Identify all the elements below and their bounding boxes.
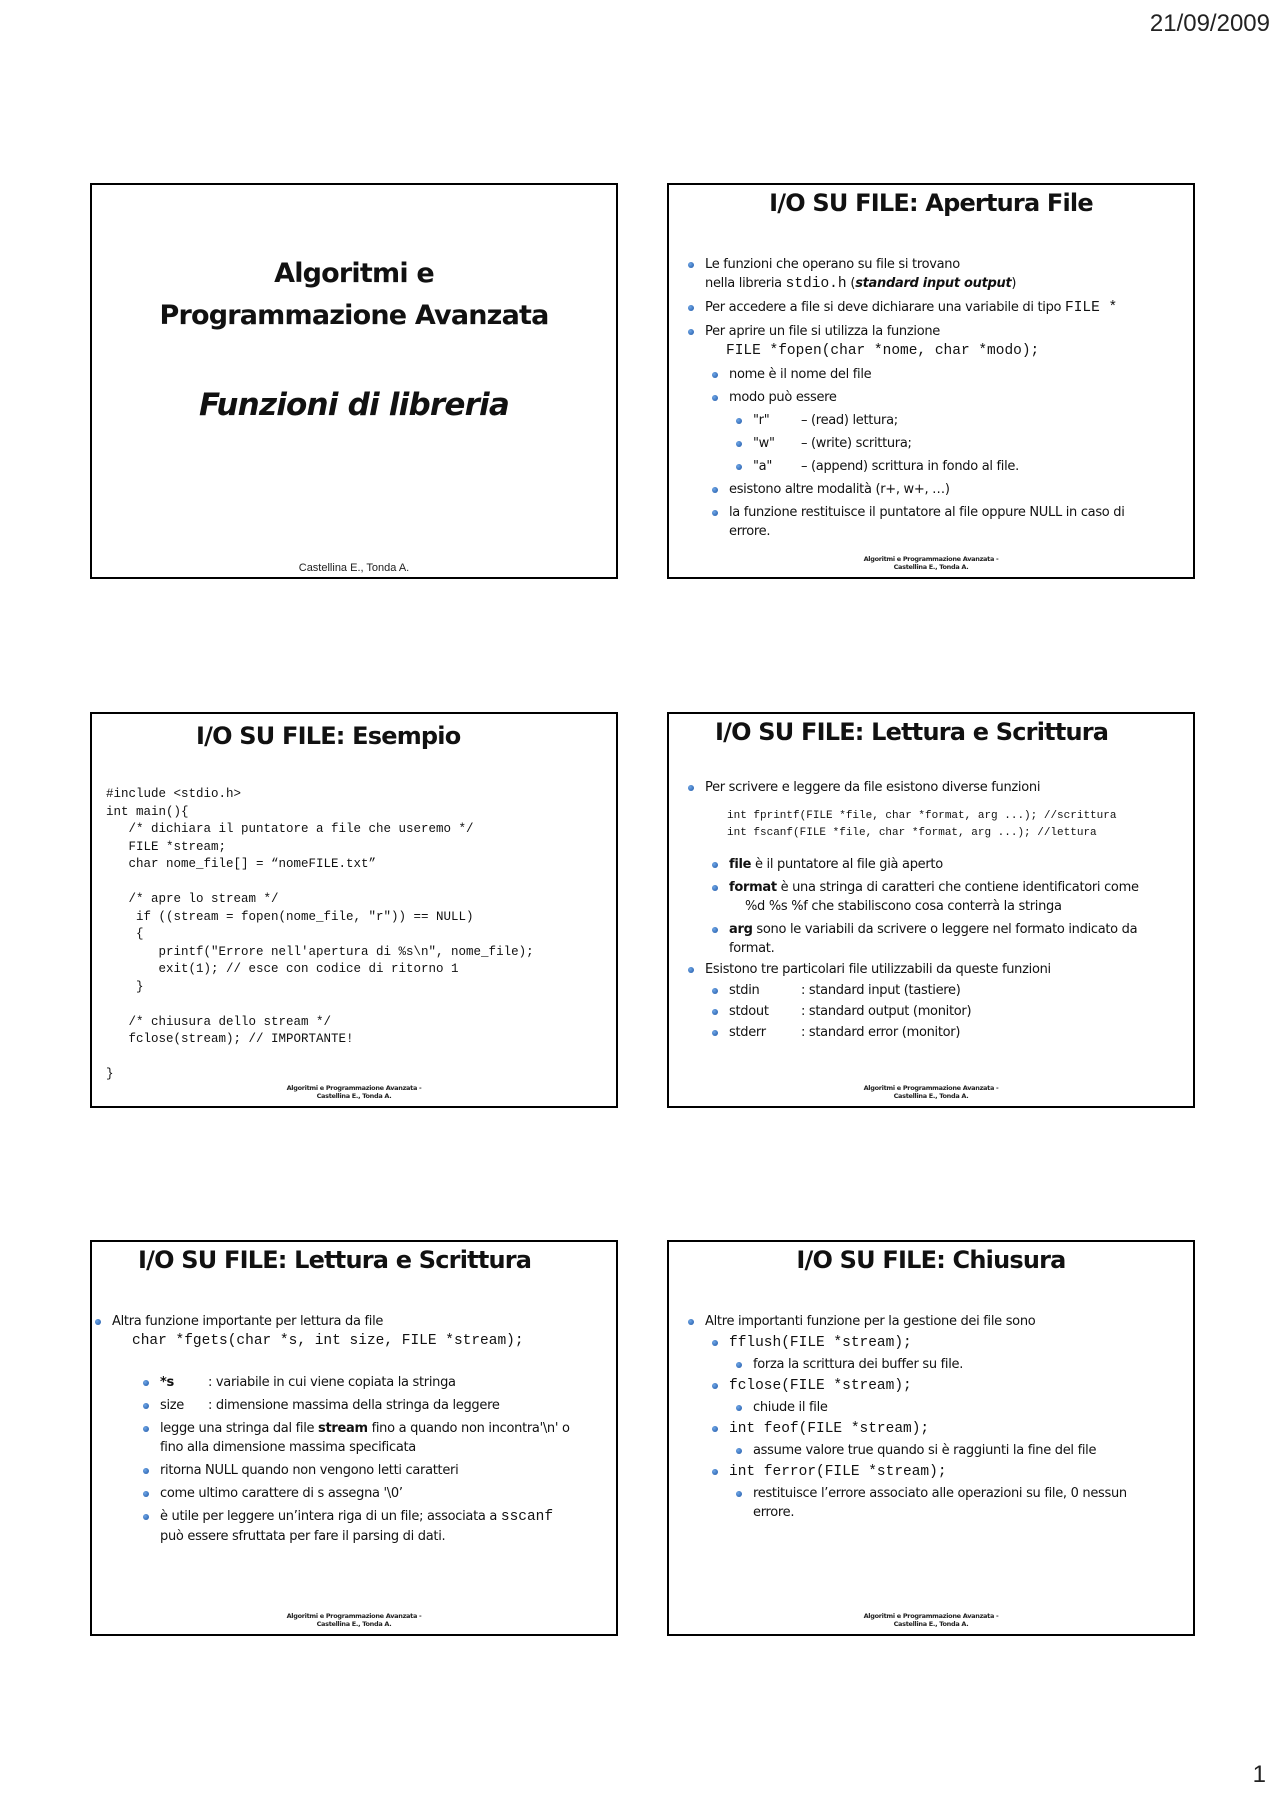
bullet-icon [143, 1426, 149, 1432]
slide-apertura-file [667, 183, 1195, 579]
std-stream-item: stdout : standard output (monitor) [669, 1002, 1139, 1021]
bullet-icon [712, 862, 718, 868]
code-line: if ((stream = fopen(nome_file, "r")) == NULL) [106, 909, 474, 924]
slide-fgets [90, 1240, 618, 1636]
function-desc: assume valore true quando si è raggiunti la fine del file [669, 1441, 1127, 1460]
function-desc: forza la scrittura dei buffer su file. [669, 1355, 1127, 1374]
code-line: } [106, 979, 144, 994]
mode-item: "w" – (write) scrittura; [669, 434, 1125, 453]
bullet-icon [143, 1403, 149, 1409]
bullet-icon [712, 988, 718, 994]
code-line: FILE *stream; [106, 839, 227, 854]
code-line: { [106, 927, 144, 941]
bullet-icon [712, 1383, 718, 1389]
slide-footer: Algoritmi e Programmazione Avanzata - Castellina E., Tonda A. [286, 1084, 422, 1100]
bullet-icon [736, 1448, 742, 1454]
list-item-continuation: fino alla dimensione massima specificata [160, 1440, 416, 1455]
function-item: int feof(FILE *stream); [669, 1419, 1127, 1439]
bullet-icon [688, 329, 694, 335]
list-item: la funzione restituisce il puntatore al file oppure NULL in caso di [669, 503, 1125, 522]
function-desc-continuation: errore. [753, 1505, 795, 1520]
list-item: ritorna NULL quando non vengono letti caratteri [76, 1461, 570, 1480]
function-desc: chiude il file [669, 1398, 1127, 1417]
slide-title-page [90, 183, 618, 579]
mode-item: "a" – (append) scrittura in fondo al file. [669, 457, 1125, 476]
list-item: esistono altre modalità (r+, w+, …) [669, 480, 1125, 499]
list-item: Per aprire un file si utilizza la funzione [669, 322, 1125, 341]
list-item: Per accedere a file si deve dichiarare una variabile di tipo FILE * [669, 298, 1125, 318]
std-stream-item: stdin : standard input (tastiere) [669, 981, 1139, 1000]
course-title-line1: Algoritmi e [274, 258, 434, 289]
code-line: exit(1); // esce con codice di ritorno 1 [106, 962, 459, 976]
slide-body [669, 255, 1125, 541]
bullet-icon [95, 1319, 101, 1325]
bullet-icon [736, 418, 742, 424]
list-item: è utile per leggere un’intera riga di un file; associata a sscanf [76, 1507, 570, 1527]
param-item: *s : variabile in cui viene copiata la stringa [76, 1373, 570, 1392]
slide-footer: Algoritmi e Programmazione Avanzata - Castellina E., Tonda A. [863, 555, 999, 571]
bullet-icon [688, 967, 694, 973]
slide-title: I/O SU FILE: Lettura e Scrittura [715, 718, 1109, 746]
bullet-icon [736, 441, 742, 447]
list-item-continuation: %d %s %f che stabiliscono cosa conterrà la stringa [745, 899, 1062, 914]
code-line: int fprintf(FILE *file, char *format, arg ...); //scrittura [727, 810, 1117, 822]
code-line: } [106, 1067, 114, 1081]
function-desc: restituisce l’errore associato alle operazioni su file, 0 nessun [669, 1484, 1127, 1503]
function-item: fclose(FILE *stream); [669, 1376, 1127, 1396]
slide-lettura-scrittura [667, 712, 1195, 1108]
function-item: fflush(FILE *stream); [669, 1333, 1127, 1353]
bullet-icon [143, 1514, 149, 1520]
bullet-icon [143, 1468, 149, 1474]
fgets-signature: char *fgets(char *s, int size, FILE *stream); [132, 1333, 524, 1349]
list-item-continuation: format. [729, 941, 775, 956]
list-item: legge una stringa dal file stream fino a quando non incontra'\n' o [76, 1419, 570, 1438]
list-item: format è una stringa di caratteri che contiene identificatori come [669, 878, 1139, 897]
lecture-subtitle: Funzioni di libreria [199, 387, 509, 423]
slide-body [669, 778, 1139, 1042]
code-line [106, 996, 534, 1014]
slide-footer: Algoritmi e Programmazione Avanzata - Castellina E., Tonda A. [863, 1612, 999, 1628]
function-item: int ferror(FILE *stream); [669, 1462, 1127, 1482]
list-item: Le funzioni che operano su file si trovano [669, 255, 1125, 274]
list-item-continuation: nella libreria stdio.h (standard input output) [705, 276, 1017, 292]
title-block [92, 253, 616, 423]
bullet-icon [712, 1009, 718, 1015]
slide-title: I/O SU FILE: Chiusura [796, 1246, 1066, 1274]
mode-item: "r" – (read) lettura; [669, 411, 1125, 430]
bullet-icon [712, 510, 718, 516]
list-item: arg sono le variabili da scrivere o leggere nel formato indicato da [669, 920, 1139, 939]
list-item: modo può essere [669, 388, 1125, 407]
list-item-continuation: può essere sfruttata per fare il parsing di dati. [160, 1529, 446, 1544]
bullet-icon [712, 885, 718, 891]
bullet-icon [712, 1030, 718, 1036]
slide-footer: Algoritmi e Programmazione Avanzata - Castellina E., Tonda A. [286, 1612, 422, 1628]
slide-footer: Algoritmi e Programmazione Avanzata - Castellina E., Tonda A. [863, 1084, 999, 1100]
code-line [106, 1049, 534, 1067]
page-date: 21/09/2009 [1149, 10, 1270, 37]
param-item: size : dimensione massima della stringa da leggere [76, 1396, 570, 1415]
code-line: /* apre lo stream */ [106, 892, 279, 906]
bullet-icon [712, 927, 718, 933]
bullet-icon [736, 1405, 742, 1411]
slide-title: I/O SU FILE: Apertura File [769, 189, 1093, 217]
list-item: come ultimo carattere di s assegna '\0’ [76, 1484, 570, 1503]
slide-body [669, 1312, 1127, 1522]
code-line: int main(){ [106, 804, 189, 819]
list-item: Altre importanti funzione per la gestione dei file sono [669, 1312, 1127, 1331]
code-line: fclose(stream); // IMPORTANTE! [106, 1032, 354, 1046]
list-item: Esistono tre particolari file utilizzabili da queste funzioni [669, 960, 1139, 979]
authors: Castellina E., Tonda A. [298, 562, 410, 574]
page-number: 1 [1252, 1761, 1266, 1788]
list-item: file è il puntatore al file già aperto [669, 855, 1139, 874]
bullet-icon [712, 372, 718, 378]
list-item: nome è il nome del file [669, 365, 1125, 384]
code-block [106, 786, 534, 1084]
fopen-signature: FILE *fopen(char *nome, char *modo); [726, 343, 1040, 359]
code-line: char nome_file[] = “nomeFILE.txt” [106, 857, 377, 871]
bullet-icon [143, 1491, 149, 1497]
bullet-icon [736, 1491, 742, 1497]
bullet-icon [712, 1469, 718, 1475]
bullet-icon [712, 395, 718, 401]
bullet-icon [712, 1426, 718, 1432]
bullet-icon [736, 1362, 742, 1368]
code-line: printf("Errore nell'apertura di %s\n", nome_file); [106, 944, 534, 959]
bullet-icon [712, 487, 718, 493]
bullet-icon [736, 464, 742, 470]
slide-title: I/O SU FILE: Esempio [196, 722, 461, 750]
bullet-icon [712, 1340, 718, 1346]
slide-esempio [90, 712, 618, 1108]
slide-title: I/O SU FILE: Lettura e Scrittura [138, 1246, 532, 1274]
slide-body [76, 1312, 570, 1546]
code-line: /* chiusura dello stream */ [106, 1014, 332, 1029]
bullet-icon [688, 262, 694, 268]
code-line: int fscanf(FILE *file, char *format, arg ...); //lettura [727, 827, 1097, 839]
code-line [106, 874, 534, 892]
bullet-icon [688, 785, 694, 791]
code-line: #include <stdio.h> [106, 787, 242, 801]
bullet-icon [688, 305, 694, 311]
list-item: Altra funzione importante per lettura da file [76, 1312, 570, 1331]
course-title-line2: Programmazione Avanzata [159, 300, 549, 331]
bullet-icon [688, 1319, 694, 1325]
code-line: /* dichiara il puntatore a file che useremo */ [106, 822, 474, 836]
list-item-continuation: errore. [729, 524, 771, 539]
std-stream-item: stderr : standard error (monitor) [669, 1023, 1139, 1042]
list-item: Per scrivere e leggere da file esistono diverse funzioni [669, 778, 1139, 797]
bullet-icon [143, 1380, 149, 1386]
slide-chiusura [667, 1240, 1195, 1636]
